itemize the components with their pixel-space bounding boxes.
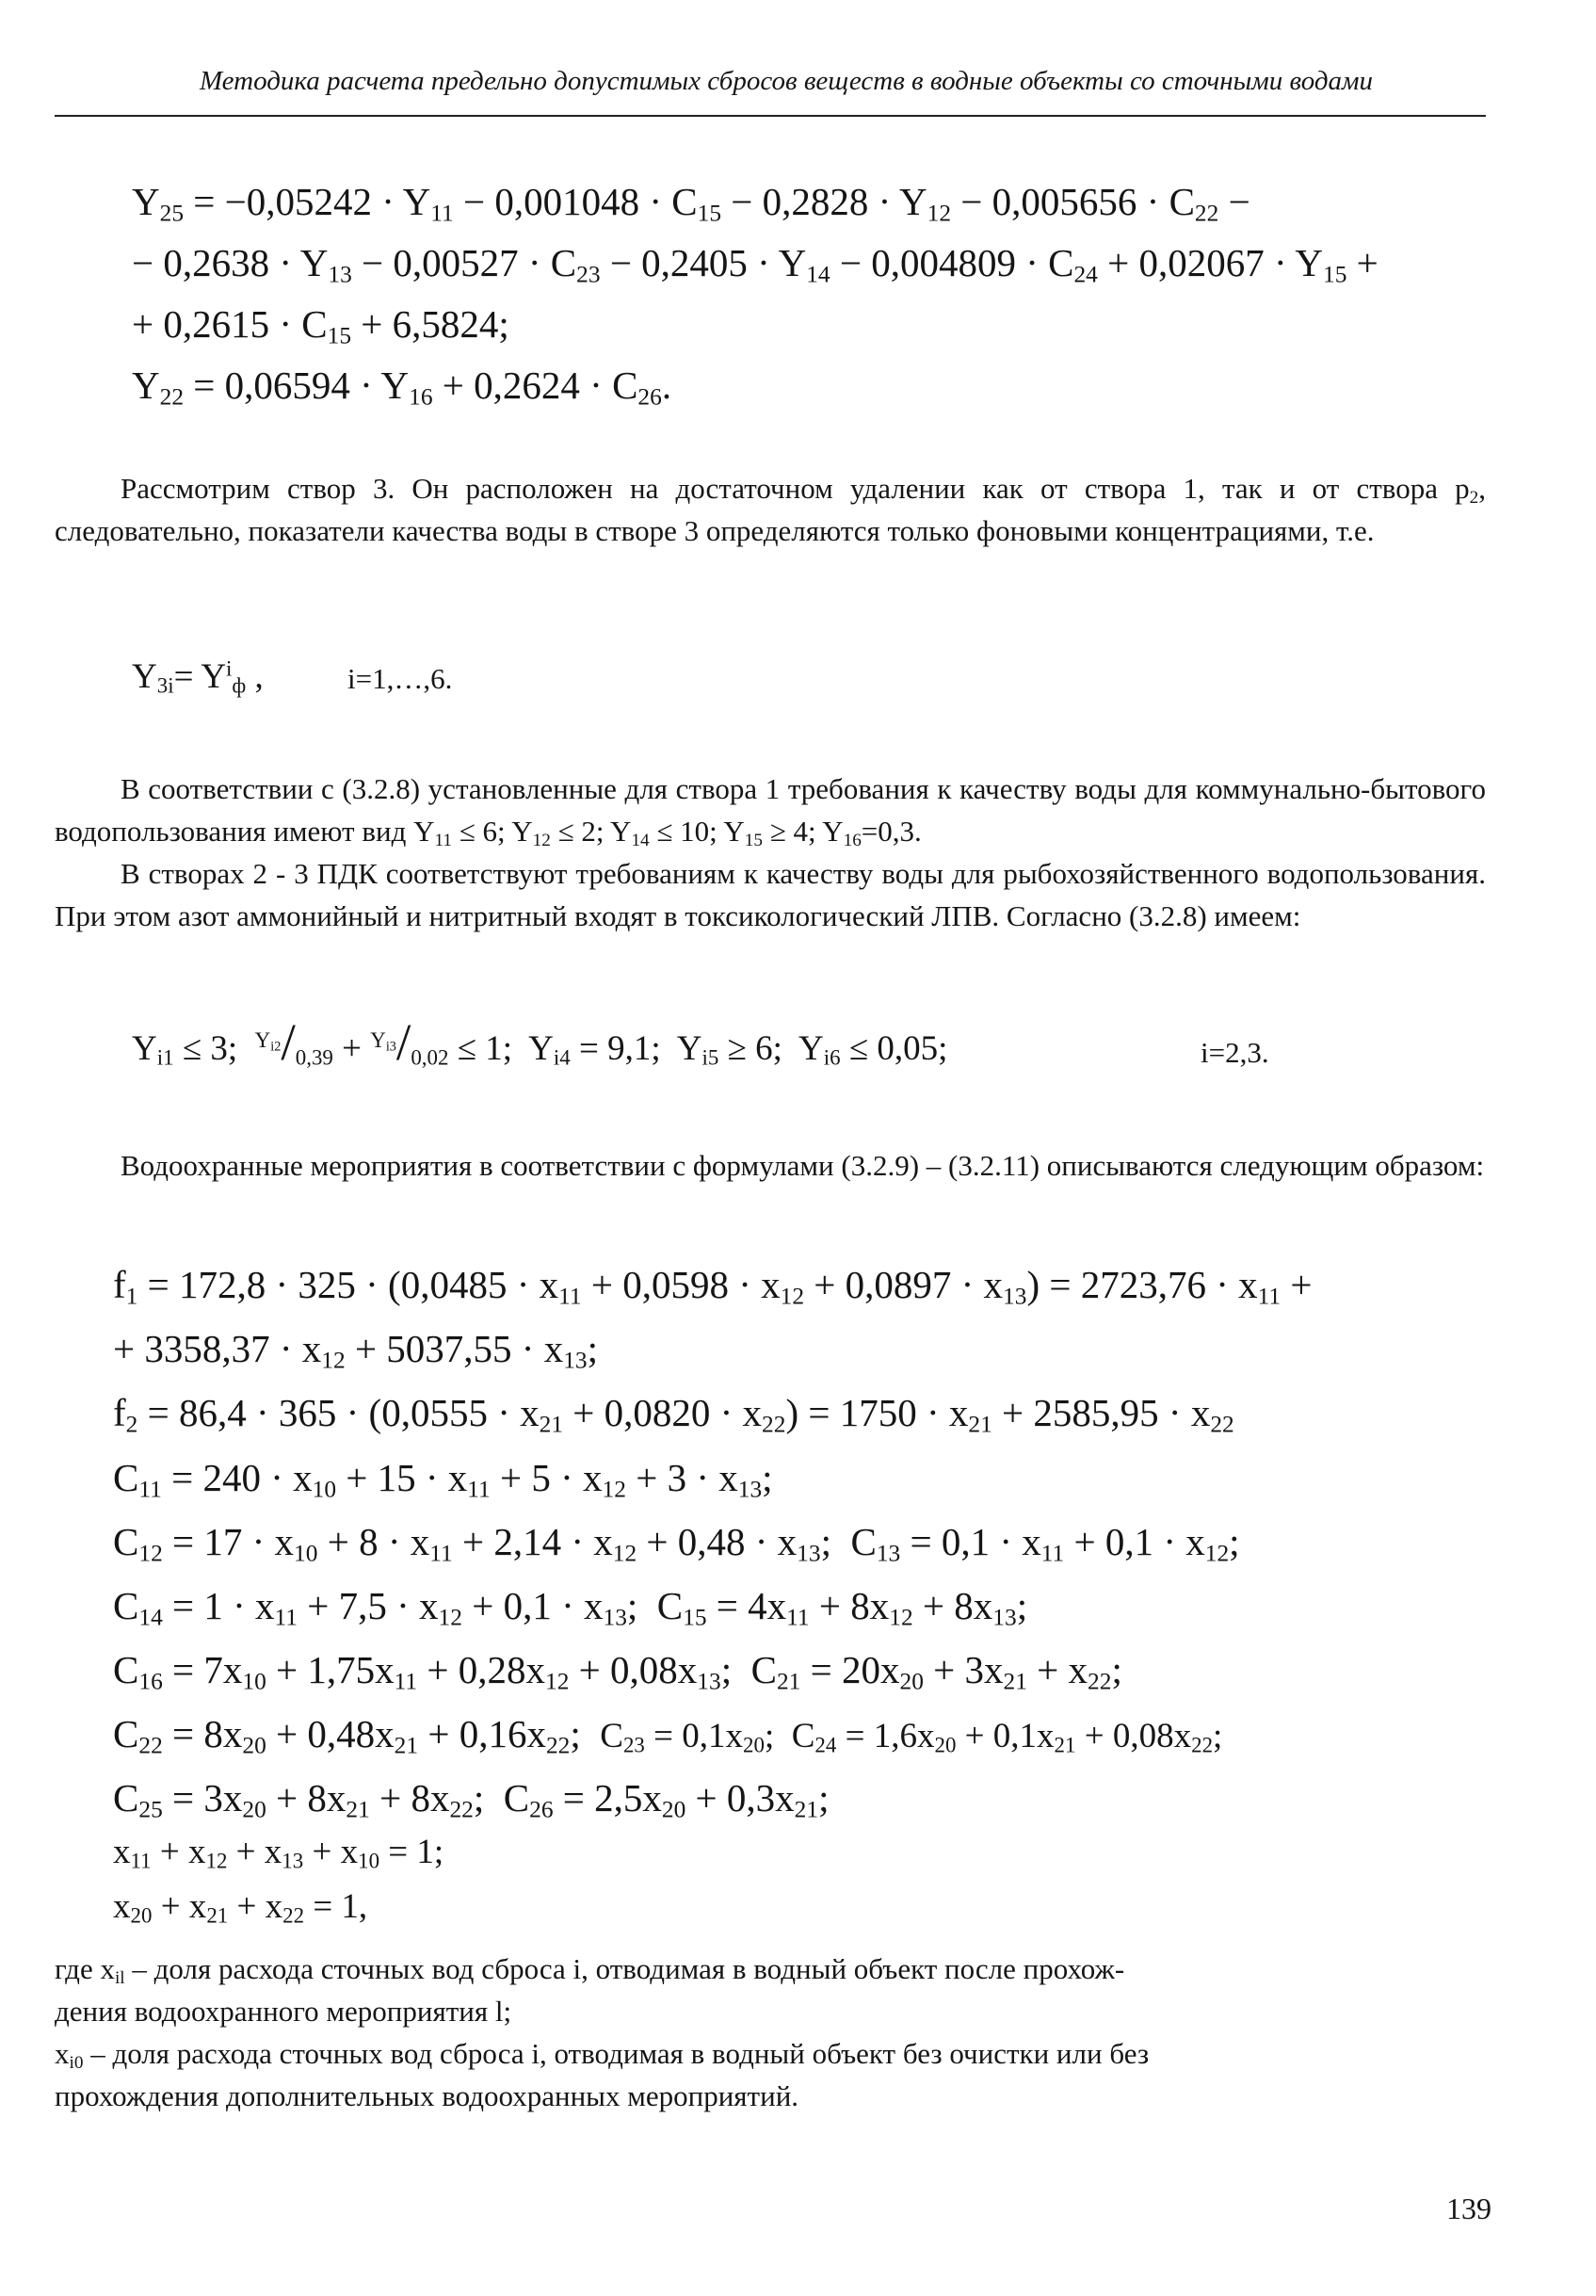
paragraph-measures: Водоохранные мероприятия в соответствии с формулами (3.2.9) – (3.2.11) описываются следующим образом: xyxy=(121,1149,1485,1182)
measures-equation-line: + $3358,37 \cdot x_{12} + 5037,55 \cdot x_{13}$; xyxy=(113,1327,599,1374)
measures-equation-line: $C_{11} = 240 \cdot x_{10} + 15 \cdot x_{11} + 5 \cdot x_{12} + 3 \cdot x_{13}$; xyxy=(113,1456,773,1503)
measures-equation-line: $C_{16} = 7x_{10} + 1,75x_{11} + 0,28x_{12} + 0,08x_{13}$; $C_{21} = 20x_{20} + 3x_{21} + x_{22}$; xyxy=(113,1648,1122,1695)
measures-equation-line: $C_{12} = 17 \cdot x_{10} + 8 \cdot x_{11} + 2,14 \cdot x_{12} + 0,48 \cdot x_{13}$; $C_{13} = 0,1 \cdot x_{11} + 0,1 \cdot x_{12}$; xyxy=(113,1520,1240,1567)
equation-y3i: $Y_{3i}= Y^i_ф$ , xyxy=(132,656,264,698)
equation-y25-line3: + $0,2615 \cdot C_{15} + 6,5824$; xyxy=(132,302,509,349)
measures-equation-line: $C_{22} = 8x_{20} + 0,48x_{21} + 0,16x_{22}$; $C_{23} = 0,1x_{20}$; $C_{24} = 1,6x_{20} + 0,1x_{21} + 0,08x_{22}$; xyxy=(113,1712,1223,1759)
equation-constraints-index: i=2,3. xyxy=(1201,1036,1269,1069)
paragraph-requirements-1: В соответствии с (3.2.8) установленные для створа 1 требования к качеству воды для коммунально-бытового водопользования имеют вид $Y_{11} \le 6$; $Y_{12} \le 2$; $Y_{14} \le 10$; $Y_{15} \ge 4$; $Y_{16}=0,3$. xyxy=(55,772,1486,850)
equation-y25-line1: $Y_{25} = -0,05242 \cdot Y_{11} - 0,001048 \cdot C_{15} - 0,2828 \cdot Y_{12} - 0,005656 \cdot C_{22}$ − xyxy=(132,180,1250,227)
header-divider xyxy=(55,115,1486,117)
running-header: Методика расчета предельно допустимых сбросов веществ в водные объекты со сточными водами xyxy=(199,66,1374,96)
paragraph-stvor-3: Рассмотрим створ 3. Он расположен на достаточном удалении как от створа 1, так и от створа $p_2$, следовательно, показатели качества воды в створе 3 определяются только фоновыми концентрациями, т.е. xyxy=(55,472,1486,547)
page-number: 139 xyxy=(1446,2191,1491,2225)
measures-equation-line: $x_{11} + x_{12} + x_{13} + x_{10} = 1$; xyxy=(113,1833,444,1873)
paragraph-requirements-2: В створах 2 - 3 ПДК соответствуют требованиям к качеству воды для рыбохозяйственного водопользования. При этом азот аммонийный и нитритный входят в токсикологический ЛПВ. Согласно (3.2.8) имеем: xyxy=(55,857,1486,932)
measures-equation-line: $f_2 = 86,4 \cdot 365 \cdot (0,0555 \cdot x_{21} + 0,0820 \cdot x_{22}) = 1750 \cdot x_{21} + 2585,95 \cdot x_{22}$ xyxy=(113,1391,1234,1438)
measures-equation-line: $f_1 = 172,8 \cdot 325 \cdot (0,0485 \cdot x_{11} + 0,0598 \cdot x_{12} + 0,0897 \cdot x_{13}) = 2723,76 \cdot x_{11}$ + xyxy=(113,1263,1313,1310)
definition-line-2: дения водоохранного мероприятия l; xyxy=(55,1995,512,2028)
definition-line-1: где $x_{il}$ – доля расхода сточных вод сброса i, отводимая в водный объект после прохож- xyxy=(55,1952,1125,1988)
equation-y22: $Y_{22} = 0,06594 \cdot Y_{16} + 0,2624 \cdot C_{26}$. xyxy=(132,364,672,411)
definition-line-4: прохождения дополнительных водоохранных мероприятий. xyxy=(55,2079,799,2112)
definition-line-3: $x_{i0}$ – доля расхода сточных вод сброса i, отводимая в водный объект без очистки или без xyxy=(55,2037,1150,2073)
measures-equation-line: $C_{14} = 1 \cdot x_{11} + 7,5 \cdot x_{12} + 0,1 \cdot x_{13}$; $C_{15} = 4x_{11} + 8x_{12} + 8x_{13}$; xyxy=(113,1584,1028,1631)
measures-equation-line: $x_{20} + x_{21} + x_{22} = 1$, xyxy=(113,1887,368,1928)
equation-y3i-index: i=1,…,6. xyxy=(347,662,453,695)
equation-constraints: $Y_{i1} \le 3$; $^{Y_{i2}}/_{0,39} + ^{Y_{i3}}/_{0,02} \le 1$; $Y_{i4} = 9,1$; $Y_{i5} \ge 6$; $Y_{i6} \le 0,05$; xyxy=(132,1014,948,1072)
equation-y25-line2: − $0,2638 \cdot Y_{13} - 0,00527 \cdot C_{23} - 0,2405 \cdot Y_{14} - 0,004809 \cdot C_{24} + 0,02067 \cdot Y_{15}$ + xyxy=(132,241,1378,288)
measures-equation-line: $C_{25} = 3x_{20} + 8x_{21} + 8x_{22}$; $C_{26} = 2,5x_{20} + 0,3x_{21}$; xyxy=(113,1776,830,1823)
